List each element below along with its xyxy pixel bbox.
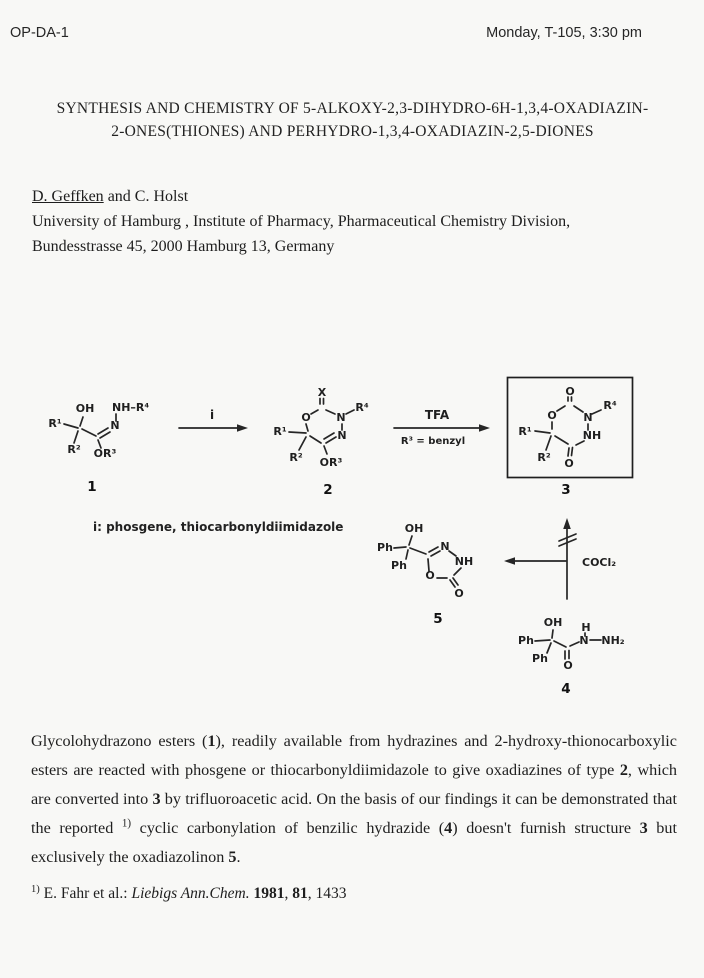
structure-1 <box>48 401 149 495</box>
atom-label-r2: R² <box>537 451 551 464</box>
structure-3 <box>508 378 633 499</box>
atom-label-or3: OR³ <box>93 447 117 460</box>
atom-label-r4: R⁴ <box>355 401 369 414</box>
atom-label-o: O <box>563 659 573 672</box>
atom-label-n4: N <box>337 429 347 442</box>
atom-label-o-carbonyl: O <box>454 587 464 600</box>
arrow-i-label: i <box>209 408 215 422</box>
footnote-reference: $^{1)}$ E. Fahr et al.: Liebigs Ann.Chem. 1981, 81, 1433 <box>31 883 347 902</box>
affiliation-line-1: University of Hamburg , Institute of Pharmacy, Pharmaceutical Chemistry Division, <box>32 213 571 230</box>
atom-label-o-top: O <box>565 385 575 398</box>
atom-label-n3: N <box>336 411 346 424</box>
atom-label-nh2: NH₂ <box>601 634 625 647</box>
atom-label-r1: R¹ <box>518 425 532 438</box>
structure-2 <box>273 386 368 498</box>
crossed-arrow-cocl2 <box>504 518 616 599</box>
atom-label-oh: OH <box>75 402 95 415</box>
atom-label-ph1: Ph <box>377 541 393 554</box>
atom-label-o4: O <box>425 569 435 582</box>
paper-title-line-1: SYNTHESIS AND CHEMISTRY OF 5-ALKOXY-2,3-DIHYDRO-6H-1,3,4-OXADIAZIN- <box>56 100 649 117</box>
structure-5 <box>377 522 473 627</box>
structure-3-bonds <box>535 397 601 456</box>
affiliation-line-2: Bundesstrasse 45, 2000 Hamburg 13, Germany <box>32 238 335 255</box>
structure-4 <box>518 616 625 697</box>
scheme-note: i: phosgene, thiocarbonyldiimidazole <box>93 520 344 534</box>
atom-label-x: X <box>317 386 327 399</box>
structure-2-bonds <box>289 399 354 455</box>
structure-number-2: 2 <box>323 482 333 498</box>
session-code: OP-DA-1 <box>10 25 69 41</box>
atom-label-r4: R⁴ <box>603 399 617 412</box>
atom-label-ph1: Ph <box>518 634 534 647</box>
structure-number-5: 5 <box>433 611 443 627</box>
paper-title <box>30 97 675 143</box>
atom-label-n: N <box>110 419 120 432</box>
atom-label-nhr4: NH–R⁴ <box>112 401 150 414</box>
atom-label-o1: O <box>547 409 557 422</box>
structure-number-3: 3 <box>561 482 571 498</box>
structure-number-4: 4 <box>561 681 571 697</box>
atom-label-h: H <box>581 621 591 634</box>
tfa-label: TFA <box>424 408 450 422</box>
atom-label-r1: R¹ <box>48 417 62 430</box>
arrowhead-left <box>504 557 515 565</box>
atom-label-or3: OR³ <box>319 456 343 469</box>
atom-label-oh: OH <box>404 522 424 535</box>
session-time: Monday, T-105, 3:30 pm <box>486 25 642 41</box>
arrowhead-right <box>479 424 490 432</box>
abstract-paragraph: Glycolohydrazono esters (1), readily available from hydrazines and 2-hydroxy-thionocarboxylic esters are reacted with phosgene or thiocarbonyldiimidazole to give oxadiazines of type 2, which are converted into 3 by trifluoroacetic acid. On the basis of our findings it can be demonstrated that the reported $^{1)}$ cyclic carbonylation of benzilic hydrazide (4) doesn't furnish structure 3 but exclusively the oxadiazolinon 5. <box>31 732 677 866</box>
atom-label-r2: R² <box>289 451 303 464</box>
authors-line: D. Geffken and C. Holst <box>32 188 189 205</box>
atom-label-r2: R² <box>67 443 81 456</box>
atom-label-r1: R¹ <box>273 425 287 438</box>
atom-label-nh: NH <box>582 429 602 442</box>
reaction-arrow-tfa <box>394 408 490 447</box>
cocl2-label: COCl₂ <box>582 556 617 569</box>
tfa-condition-label: R³ = benzyl <box>400 436 466 447</box>
atom-label-oh: OH <box>543 616 563 629</box>
structure-number-1: 1 <box>87 479 97 495</box>
reaction-arrow-i <box>179 408 248 432</box>
atom-label-o-bottom: O <box>564 457 574 470</box>
atom-label-n2: N <box>440 540 450 553</box>
atom-label-n: N <box>579 634 589 647</box>
atom-label-n3: N <box>583 411 593 424</box>
atom-label-ph2: Ph <box>391 559 407 572</box>
atom-label-nh: NH <box>454 555 474 568</box>
atom-label-ph2: Ph <box>532 652 548 665</box>
reaction-scheme <box>0 370 704 710</box>
arrowhead-right <box>237 424 248 432</box>
atom-label-o1: O <box>301 411 311 424</box>
arrowhead-up <box>563 518 571 529</box>
paper-title-line-2: 2-ONES(THIONES) AND PERHYDRO-1,3,4-OXADIAZIN-2,5-DIONES <box>111 123 594 140</box>
